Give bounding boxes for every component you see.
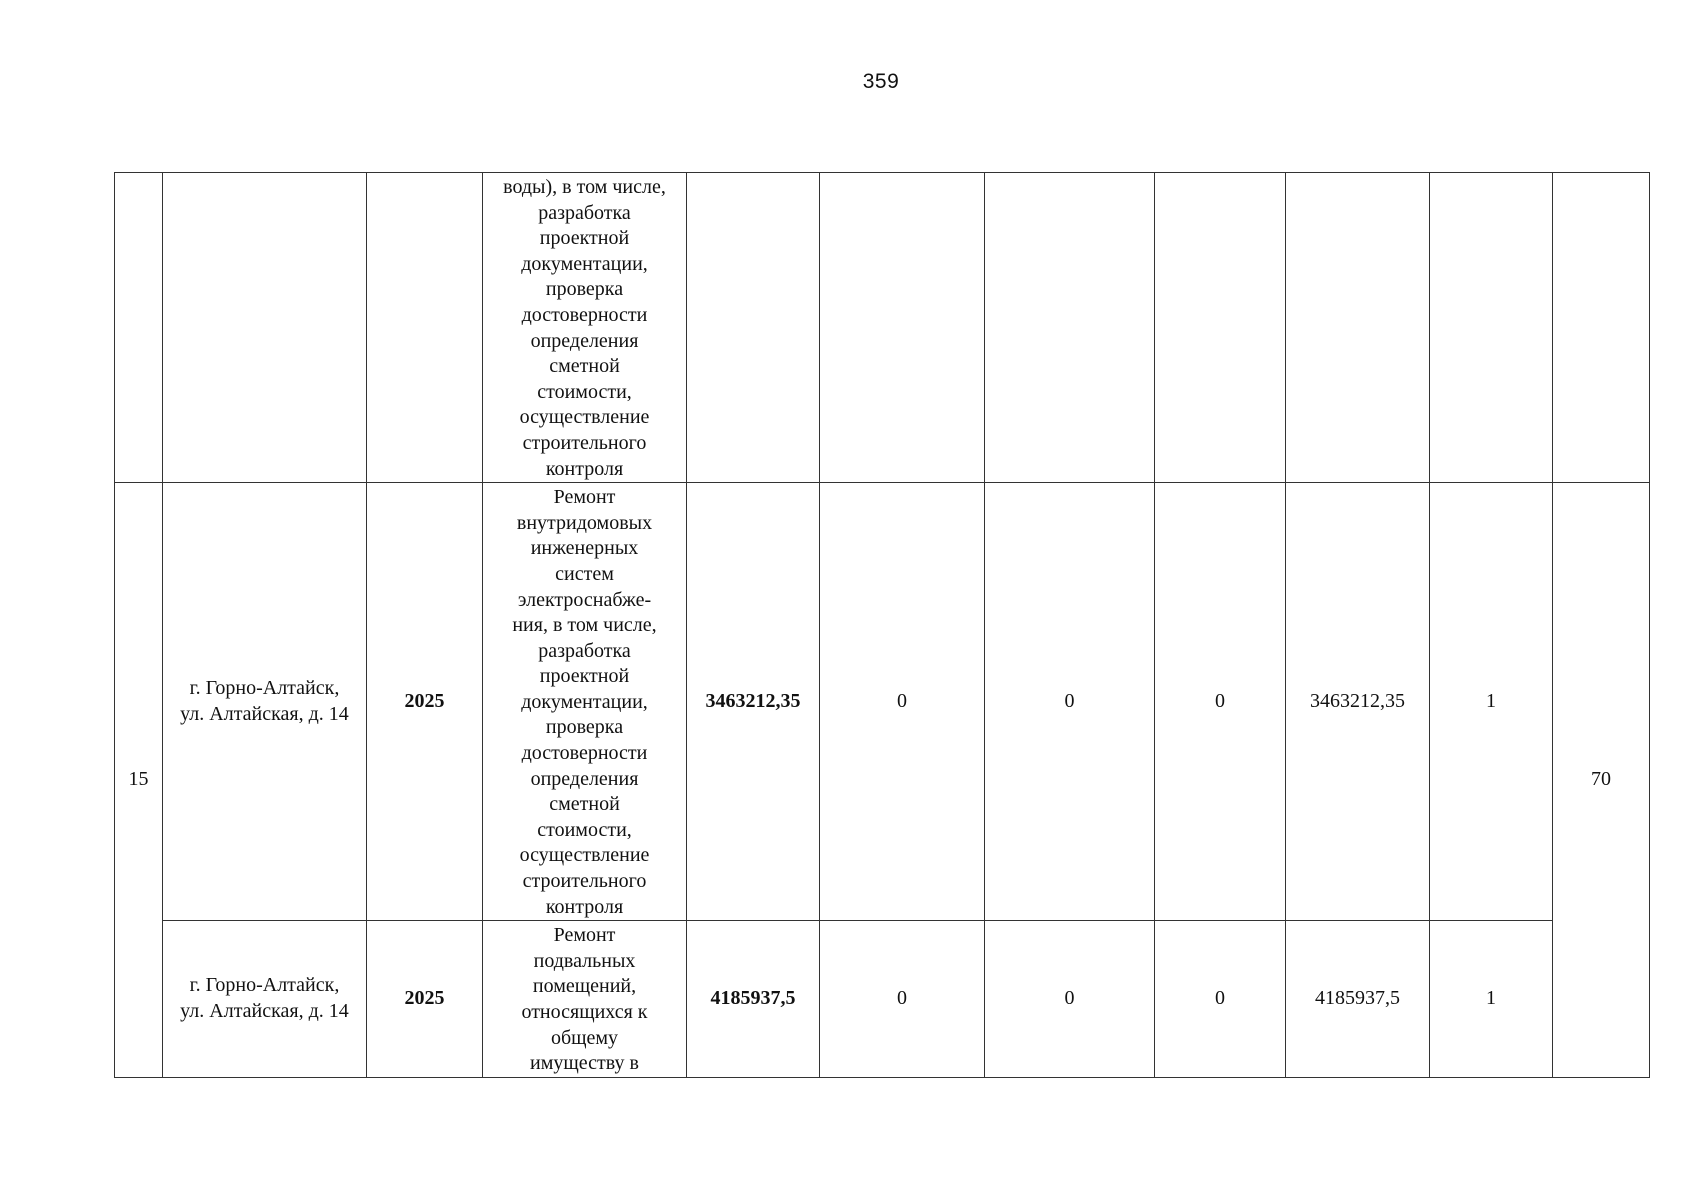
funding-cell-4: 3463212,35 — [1286, 483, 1430, 921]
funding-cell-3: 0 — [1155, 483, 1286, 921]
work-type-cell: Ремонт внутридомовых инженерных систем электроснабже- ния, в том числе, разработка проектной документации, проверка достоверности определения сметной стоимости, осуществление строительного контроля — [483, 483, 687, 921]
row-number-cell — [115, 173, 163, 483]
address-cell — [163, 173, 367, 483]
row-number-cell: 15 — [115, 483, 163, 1078]
funding-cell-4 — [1286, 173, 1430, 483]
table-row — [115, 173, 1650, 483]
year-cell: 2025 — [367, 921, 483, 1078]
work-type-cell: воды), в том числе, разработка проектной документации, проверка достоверности определения сметной стоимости, осуществление строительного контроля — [483, 173, 687, 483]
table-row — [115, 921, 1650, 1078]
total-cost-cell: 4185937,5 — [687, 921, 820, 1078]
page-number: 359 — [862, 70, 900, 93]
funding-cell-1 — [820, 173, 985, 483]
funding-cell-3: 0 — [1155, 921, 1286, 1078]
funding-cell-1: 0 — [820, 483, 985, 921]
funding-cell-4: 4185937,5 — [1286, 921, 1430, 1078]
funding-cell-2 — [985, 173, 1155, 483]
funding-cell-3 — [1155, 173, 1286, 483]
funding-cell-2: 0 — [985, 483, 1155, 921]
address-cell: г. Горно-Алтайск, ул. Алтайская, д. 14 — [163, 483, 367, 921]
last-cell — [1553, 173, 1650, 483]
total-cost-cell — [687, 173, 820, 483]
works-table — [114, 172, 1650, 1078]
year-cell: 2025 — [367, 483, 483, 921]
address-cell: г. Горно-Алтайск, ул. Алтайская, д. 14 — [163, 921, 367, 1078]
funding-cell-1: 0 — [820, 921, 985, 1078]
count-cell: 1 — [1430, 483, 1553, 921]
year-cell — [367, 173, 483, 483]
last-cell: 70 — [1553, 483, 1650, 1078]
total-cost-cell: 3463212,35 — [687, 483, 820, 921]
count-cell — [1430, 173, 1553, 483]
work-type-cell: Ремонт подвальных помещений, относящихся к общему имуществу в — [483, 921, 687, 1078]
funding-cell-2: 0 — [985, 921, 1155, 1078]
count-cell: 1 — [1430, 921, 1553, 1078]
table-row — [115, 483, 1650, 921]
